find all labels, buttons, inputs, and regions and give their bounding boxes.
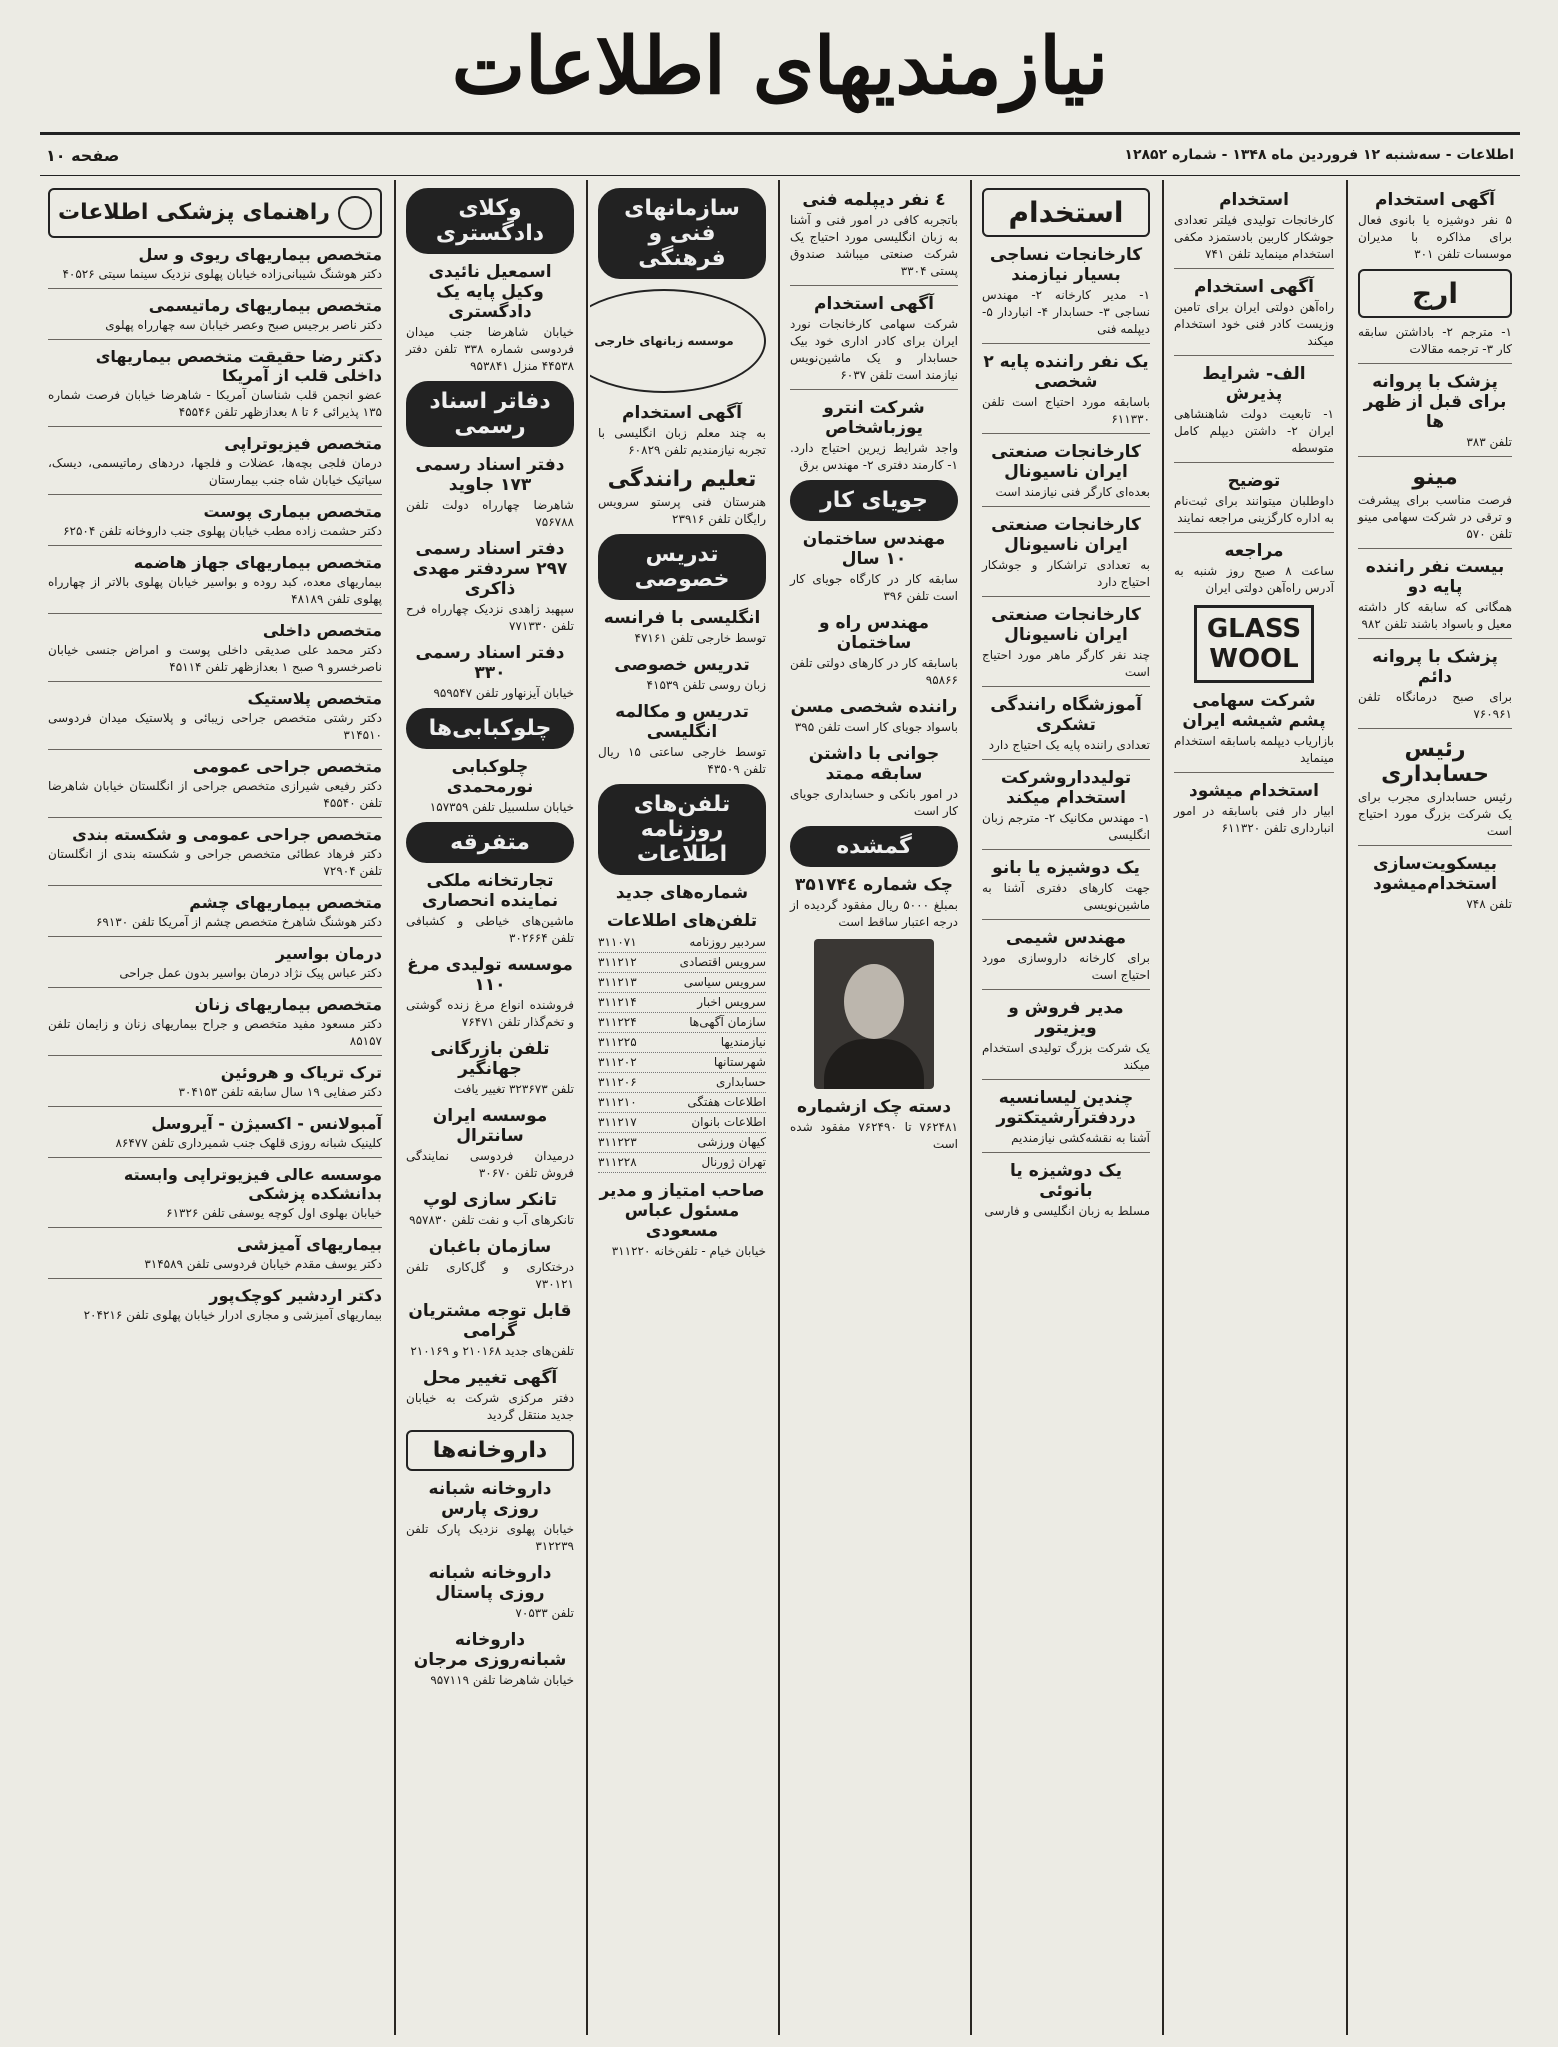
tutor-title: انگلیسی با فرانسه — [603, 608, 761, 628]
column-rule — [1162, 180, 1164, 2035]
jobseek-title: مهندس ساختمان ۱۰ سال — [802, 529, 946, 569]
doctor-info: عضو انجمن قلب شناسان آمریکا - شاهرضا خیابان فرصت شماره ۱۳۵ پذیرائی ۶ تا ۸ بعدازظهر تلفن ۴۵۵۴۶ — [48, 388, 382, 419]
hiring-info: آشنا به نقشه‌کشی نیازمندیم — [1011, 1131, 1150, 1145]
doctor-info: بیماریهای آمیزشی و مجاری ادرار خیابان پهلوی تلفن ۲۰۴۲۱۶ — [83, 1308, 382, 1322]
hiring-title: یک دوشیزه یا بانو — [992, 858, 1140, 878]
pharmacy-header: داروخانه‌ها — [406, 1430, 574, 1471]
pharmacy-title: داروخانه شبانه روزی پارس — [428, 1479, 552, 1519]
ad-info: ساعت ۸ صبح روز شنبه به آدرس راه‌آهن دولتی ایران — [1174, 564, 1334, 595]
ad-info: بازاریاب دیپلمه باسابقه استخدام مینماید — [1174, 734, 1334, 765]
doctor-info: دکتر رشتی متخصص جراحی زیبائی و پلاستیک میدان فردوسی ۳۱۴۵۱۰ — [48, 711, 382, 742]
pharmacy-info: خیابان شاهرضا تلفن ۹۵۷۱۱۹ — [430, 1673, 574, 1687]
misc-info: تانکرهای آب و نفت تلفن ۹۵۷۸۳۰ — [409, 1213, 574, 1227]
phone-table — [598, 933, 766, 1173]
misc-info: دفتر مرکزی شرکت به خیابان جدید منتقل گردید — [406, 1391, 574, 1422]
hiring-title: کارخانجات صنعتی ایران ناسیونال — [991, 442, 1141, 482]
ad-info: تلفن ۷۴۸ — [1466, 897, 1512, 911]
misc-info: درختکاری و گل‌کاری تلفن ۷۳۰۱۲۱ — [406, 1260, 574, 1291]
hiring-info: بعده‌ای کارگر فنی نیازمند است — [995, 485, 1150, 499]
masthead: نیازمندیهای اطلاعات — [451, 20, 1109, 112]
column-rule — [970, 180, 972, 2035]
ad-title: استخدام — [1219, 190, 1289, 210]
lost-title: دسته چک ازشماره — [796, 1097, 952, 1117]
column-rule — [394, 180, 396, 2035]
doctor-title: متخصص بیماری پوست — [203, 502, 382, 521]
hiring-info: جهت کارهای دفتری آشنا به ماشین‌نویسی — [982, 881, 1150, 912]
misc-title: آگهی تغییر محل — [422, 1368, 558, 1388]
notary-info: شاهرضا چهارراه دولت تلفن ۷۵۶۷۸۸ — [406, 498, 574, 529]
notary-info: خیابان آیزنهاور تلفن ۹۵۹۵۴۷ — [433, 686, 574, 700]
doctor-title: بیماریهای آمیزشی — [236, 1235, 382, 1254]
misc-title: تجارتخانه ملکی نماینده انحصاری — [421, 871, 559, 911]
hiring-title: کارخانجات صنعتی ایران ناسیونال — [991, 515, 1141, 555]
jobseek-info: سابقه کار در کارگاه جویای کار است تلفن ۳۹۶ — [790, 572, 958, 603]
doctor-title: موسسه عالی فیزیوتراپی وابسته بدانشکده پزشکی — [123, 1165, 382, 1203]
phone-row: سازمان آگهی‌ها ۳۱۱۲۲۴ — [598, 1013, 766, 1033]
kebab-header: چلوکبابی‌ها — [406, 708, 574, 749]
pharmacy-title: داروخانه شبانه روزی پاستال — [428, 1563, 552, 1603]
phone-row: سرویس اخبار ۳۱۱۲۱۴ — [598, 993, 766, 1013]
ad-info: برای صبح درمانگاه تلفن ۷۶۰۹۶۱ — [1358, 690, 1512, 721]
ad-title: ٤ نفر دیپلمه فنی — [802, 190, 946, 210]
hiring-title: یک نفر راننده پایه ۲ شخصی — [983, 352, 1149, 392]
jobseek-title: مهندس راه و ساختمان — [818, 613, 930, 653]
arj-logo: ارج — [1358, 269, 1512, 318]
tech-info: هنرستان فنی پرستو سرویس رایگان تلفن ۲۳۹۱۶ — [598, 495, 766, 526]
jobseek-info: باسابقه کار در کارهای دولتی تلفن ۹۵۸۶۶ — [790, 656, 958, 687]
kebab-title: چلوکبابی نورمحمدی — [446, 757, 534, 797]
doctor-info: دکتر عباس پیک نژاد درمان بواسیر بدون عمل جراحی — [119, 966, 382, 980]
doctor-title: متخصص پلاستیک — [247, 689, 382, 708]
misc-info: فروشنده انواع مرغ زنده گوشتی و تخم‌گذار تلفن ۷۶۴۷۱ — [406, 998, 574, 1029]
phones-header: تلفن‌های روزنامه اطلاعات — [598, 784, 766, 875]
services-column — [398, 180, 582, 2035]
doctor-title: دکتر رضا حقیقت متخصص بیماریهای داخلی قلب از آمریکا — [95, 347, 382, 385]
hiring-info: باسابقه مورد احتیاج است تلفن ۶۱۱۳۳۰ — [982, 395, 1150, 426]
doctor-title: متخصص بیماریهای ریوی و سل — [138, 245, 382, 264]
column-rule — [778, 180, 780, 2035]
ad-title: آگهی استخدام — [1375, 190, 1495, 210]
hiring-title: یک دوشیزه یا بانوئی — [1010, 1161, 1122, 1201]
ad-title: آگهی استخدام — [814, 294, 934, 314]
ad-title: استخدام میشود — [1189, 781, 1319, 801]
ad-info: ۵ نفر دوشیزه یا بانوی فعال برای مذاکره با مدیران موسسات تلفن ۳۰۱ — [1358, 213, 1512, 261]
lost-title: چک شماره ۳۵۱۷۴٤ — [794, 875, 954, 895]
ad-info: داوطلبان میتوانند برای ثبت‌نام به اداره کارگزینی مراجعه نمایند — [1174, 494, 1334, 525]
phone-row: سرویس اقتصادی ۳۱۱۲۱۲ — [598, 953, 766, 973]
hiring-info: ۱- مهندس مکانیک ۲- مترجم زبان انگلیسی — [982, 811, 1150, 842]
hiring-title: کارخانجات نساجی بسیار نیازمند — [989, 245, 1143, 285]
ad-info: راه‌آهن دولتی ایران برای تامین وزیست کادر فنی خود استخدام میکند — [1174, 300, 1334, 348]
notary-title: دفتر اسناد رسمی ۱۷۳ جاوید — [415, 455, 565, 495]
doctor-info: درمان فلجی بچه‌ها، عضلات و فلجها، دردهای رماتیسمی، دیسک، سیاتیک خیابان شاه جنب بیمارستان — [48, 456, 382, 487]
ad-title: رئیس حسابداری — [1381, 737, 1489, 787]
ad-info: باتجربه کافی در امور فنی و آشنا به زبان انگلیسی مورد احتیاج یک شرکت صنعتی میباشد صندوق پستی ۳۳۰۴ — [790, 213, 958, 278]
phone-row: حسابداری ۳۱۱۲۰۶ — [598, 1073, 766, 1093]
doctor-info: بیماریهای معده، کبد روده و بواسیر خیابان پهلوی بالاتر از چهارراه پهلوی تلفن ۴۸۱۸۹ — [48, 575, 382, 606]
misc-info: ماشین‌های خیاطی و کشبافی تلفن ۳۰۲۶۶۴ — [406, 914, 574, 945]
tech-title: آگهی استخدام — [622, 403, 742, 423]
medical-guide-column — [40, 180, 390, 2035]
hiring-title: تولیدداروشرکت استخدام میکند — [1000, 768, 1132, 808]
ad-info: ۱- تابعیت دولت شاهنشاهی ایران ۲- داشتن دیپلم کامل متوسطه — [1174, 407, 1334, 455]
tutor-info: توسط خارجی ساعتی ۱۵ ریال تلفن ۴۳۵۰۹ — [598, 745, 766, 776]
jobs-column — [782, 180, 966, 2035]
doctor-title: متخصص جراحی عمومی — [192, 757, 382, 776]
railway-column — [1166, 180, 1342, 2035]
hiring-title: کارخانجات صنعتی ایران ناسیونال — [991, 605, 1141, 645]
doctor-info: دکتر مسعود مفید متخصص و جراح بیماریهای زنان و زایمان تلفن ۸۵۱۵۷ — [48, 1017, 382, 1048]
tutor-info: توسط خارجی تلفن ۴۷۱۶۱ — [634, 631, 766, 645]
ad-title: بیسکویت‌سازی استخدام‌میشود — [1372, 854, 1497, 894]
hiring-title: مهندس شیمی — [1005, 928, 1127, 948]
tech-title: تعلیم رانندگی — [607, 467, 757, 492]
pharmacy-info: خیابان پهلوی نزدیک پارک تلفن ۳۱۲۲۳۹ — [406, 1522, 574, 1553]
hiring-title: چندین لیسانسیه دردفترآرشیتکتور — [996, 1088, 1136, 1128]
ad-info: همگانی که سابقه کار داشته معیل و باسواد باشند تلفن ۹۸۲ — [1358, 600, 1512, 631]
lawyer-title: اسمعیل نائیدی وکیل پایه یک دادگستری — [428, 262, 552, 322]
doctor-title: متخصص داخلی — [262, 621, 382, 640]
ad-info: رئیس حسابداری مجرب برای یک شرکت بزرگ مورد احتیاج است — [1358, 790, 1512, 838]
misc-info: تلفن ۳۲۳۶۷۳ تغییر یافت — [453, 1082, 574, 1096]
hiring-title: آموزشگاه رانندگی تشکری — [990, 695, 1142, 735]
ad-info: فرصت مناسب برای پیشرفت و ترقی در شرکت سهامی مینو تلفن ۵۷۰ — [1358, 493, 1512, 541]
medical-guide-header: راهنمای پزشکی اطلاعات — [48, 188, 382, 238]
lost-header: گمشده — [790, 826, 958, 867]
misc-info: درمیدان فردوسی نمایندگی فروش تلفن ۳۰۶۷۰ — [406, 1149, 574, 1180]
phone-row: اطلاعات هفتگی ۳۱۱۲۱۰ — [598, 1093, 766, 1113]
publisher-title: صاحب امتیاز و مدیر مسئول عباس مسعودی — [599, 1181, 765, 1241]
doctor-title: متخصص بیماریهای چشم — [189, 893, 382, 912]
misc-title: موسسه تولیدی مرغ ۱۱۰ — [407, 955, 573, 995]
issue-date: اطلاعات - سه‌شنبه ۱۲ فروردین ماه ۱۳۴۸ - شماره ۱۲۸۵۲ — [1124, 147, 1514, 163]
phone-row: سرویس سیاسی ۳۱۱۲۱۳ — [598, 973, 766, 993]
notary-title: دفتر اسناد رسمی ۲۹۷ سردفتر مهدی ذاکری — [412, 539, 568, 599]
hiring-info: مسلط به زبان انگلیسی و فارسی — [984, 1204, 1150, 1218]
doctor-title: متخصص جراحی عمومی و شکسته بندی — [72, 825, 382, 844]
hiring-info: تعدادی راننده پایه یک احتیاج دارد — [988, 738, 1150, 752]
ad-info: کارخانجات تولیدی فیلتر تعدادی جوشکار کاربین بادستمزد مکفی استخدام مینماید تلفن ۷۴۱ — [1174, 213, 1334, 261]
jobseek-title: جوانی با داشتن سابقه ممتد — [808, 744, 940, 784]
misc-title: سازمان باغبان — [428, 1237, 552, 1257]
ad-title: مراجعه — [1224, 541, 1284, 561]
column-rule — [1346, 180, 1348, 2035]
doctor-title: ترک تریاک و هروئین — [220, 1063, 382, 1082]
phone-row: اطلاعات بانوان ۳۱۱۲۱۷ — [598, 1113, 766, 1133]
doctor-info: دکتر هوشنگ شاهرخ متخصص چشم از آمریکا تلفن ۶۹۱۳۰ — [95, 915, 382, 929]
hiring-title: مدیر فروش و ویزیتور — [1008, 998, 1124, 1038]
medical-list — [48, 245, 382, 1324]
doctor-info: خیابان بهلوی اول کوچه یوسفی تلفن ۶۱۳۲۶ — [166, 1206, 382, 1220]
doctor-info: دکتر هوشنگ شیبانی‌زاده خیابان پهلوی نزدیک سینما سیتی ۴۰۵۲۶ — [62, 267, 382, 281]
hiring-info: برای کارخانه داروسازی مورد احتیاج است — [982, 951, 1150, 982]
ad-info: شرکت سهامی کارخانجات نورد ایران برای کادر اداری خود بیک حسابدار و یک ماشین‌نویس نیازمند است تلفن ۶۰۳۷ — [790, 317, 958, 382]
caduceus-icon — [338, 196, 372, 230]
misc-title: تلفن بازرگانی جهانگیر — [430, 1039, 550, 1079]
hiring-info: چند نفر کارگر ماهر مورد احتیاج است — [982, 648, 1150, 679]
doctor-info: دکتر حشمت زاده مطب خیابان پهلوی جنب داروخانه تلفن ۶۲۵۰۴ — [63, 524, 382, 538]
doctor-info: کلینیک شبانه روزی قلهک جنب شمیرداری تلفن ۸۶۴۷۷ — [115, 1136, 382, 1150]
hiring-info: به تعدادی تراشکار و جوشکار احتیاج دارد — [982, 558, 1150, 589]
notary-info: سپهبد زاهدی نزدیک چهارراه فرح تلفن ۷۷۱۳۳۰ — [406, 602, 574, 633]
misc-title: تانکر سازی لوپ — [422, 1190, 558, 1210]
lost-info: بمبلغ ۵۰۰۰ ریال مفقود گردیده از درجه اعتبار ساقط است — [790, 898, 958, 929]
portrait-photo — [814, 939, 934, 1089]
notary-title: دفتر اسناد رسمی ۳۳۰ — [415, 643, 565, 683]
ads-column — [1350, 180, 1520, 2035]
tutor-title: تدریس و مکالمه انگلیسی — [615, 702, 749, 742]
tutor-title: تدریس خصوصی — [614, 655, 750, 675]
doctor-info: دکتر صفایی ۱۹ سال سابقه تلفن ۳۰۴۱۵۳ — [178, 1085, 382, 1099]
hiring-info: ۱- مدیر کارخانه ۲- مهندس نساجی ۳- حسابدار ۴- انباردار ۵- دیپلمه فنی — [982, 288, 1150, 336]
doctor-title: درمان بواسیر — [275, 944, 382, 963]
lawyers-header: وکلای دادگستری — [406, 188, 574, 254]
misc-header: متفرقه — [406, 822, 574, 863]
tech-info: به چند معلم زبان انگلیسی با تجربه نیازمندیم تلفن ۶۰۸۲۹ — [598, 426, 766, 457]
doctor-title: متخصص بیماریهای زنان — [194, 995, 382, 1014]
ad-info: ۱- مترجم ۲- باداشتن سابقه کار ۳- ترجمه مقالات — [1358, 325, 1512, 356]
tutor-header: تدریس خصوصی — [598, 534, 766, 600]
ad-title: الف- شرایط پذیرش — [1202, 364, 1306, 404]
phones-title: تلفن‌های اطلاعات — [606, 911, 758, 931]
phone-row: کیهان ورزشی ۳۱۱۲۲۳ — [598, 1133, 766, 1153]
ad-title: آگهی استخدام — [1194, 277, 1314, 297]
lost-info: ۷۶۲۴۸۱ تا ۷۶۲۴۹۰ مفقود شده است — [790, 1120, 958, 1151]
doctor-info: دکتر رفیعی شیرازی متخصص جراحی از انگلستان خیابان شاهرضا تلفن ۴۵۵۴۰ — [48, 779, 382, 810]
tutor-info: زبان روسی تلفن ۴۱۵۳۹ — [646, 678, 766, 692]
doctor-info: دکتر یوسف مقدم خیابان فردوسی تلفن ۳۱۴۵۸۹ — [144, 1257, 382, 1271]
ad-title: بیست نفر راننده پایه دو — [1365, 557, 1505, 597]
doctor-title: آمبولانس - اکسیژن - آیروسل — [151, 1114, 382, 1133]
ad-info: ابیار دار فنی باسابقه در امور انبارداری تلفن ۶۱۱۳۲۰ — [1174, 804, 1334, 835]
phone-row: نیازمندیها ۳۱۱۲۲۵ — [598, 1033, 766, 1053]
ad-title: شرکت سهامی پشم شیشه ایران — [1182, 691, 1326, 731]
glass-wool-logo: GLASS WOOL — [1194, 605, 1314, 683]
pharmacy-title: داروخانه شبانه‌روزی مرجان — [413, 1630, 567, 1670]
ad-info: تلفن ۳۸۳ — [1466, 435, 1512, 449]
phones-note: شماره‌های جدید — [615, 883, 749, 903]
doctor-title: دکتر اردشیر کوچک‌پور — [209, 1286, 382, 1305]
publisher-info: خیابان خیام - تلفن‌خانه ۳۱۱۲۲۰ — [611, 1244, 766, 1258]
hiring-info: یک شرکت بزرگ تولیدی استخدام میکند — [982, 1041, 1150, 1072]
ad-title: مینو — [1412, 465, 1458, 490]
tech-column — [590, 180, 774, 2035]
kebab-info: خیابان سلسبیل تلفن ۱۵۷۳۵۹ — [429, 800, 574, 814]
jobseek-info: باسواد جویای کار است تلفن ۳۹۵ — [794, 720, 958, 734]
jobseek-header: جویای کار — [790, 480, 958, 521]
pharmacy-info: تلفن ۷۰۵۳۳ — [515, 1606, 574, 1620]
ad-title: پزشک با پروانه برای قبل از ظهر ها — [1363, 372, 1507, 432]
lawyer-info: خیابان شاهرضا جنب میدان فردوسی شماره ۳۳۸ تلفن دفتر ۴۴۵۳۸ منزل ۹۵۳۸۴۱ — [406, 325, 574, 373]
doctor-title: متخصص بیماریهای جهاز هاضمه — [133, 553, 382, 572]
issue-bar — [40, 132, 1520, 176]
notary-header: دفاتر اسناد رسمی — [406, 381, 574, 447]
phone-row: شهرستانها ۳۱۱۲۰۲ — [598, 1053, 766, 1073]
hiring-column — [974, 180, 1158, 2035]
doctor-info: دکتر ناصر برجیس صبح وعصر خیابان سه چهارراه پهلوی — [105, 318, 382, 332]
tech-header: سازمانهای فنی و فرهنگی — [598, 188, 766, 279]
doctor-title: متخصص بیماریهای رماتیسمی — [148, 296, 382, 315]
misc-title: قابل توجه مشتریان گرامی — [408, 1301, 572, 1341]
jobseek-title: راننده شخصی مسن — [790, 697, 958, 717]
hiring-header: استخدام — [982, 188, 1150, 237]
ad-title: شرکت انترو یوزباشخاص — [823, 398, 925, 438]
misc-info: تلفن‌های جدید ۲۱۰۱۶۸ و ۲۱۰۱۶۹ — [410, 1344, 574, 1358]
ad-info: واجد شرایط زیرین احتیاج دارد. ۱- کارمند دفتری ۲- مهندس برق — [790, 441, 958, 472]
misc-title: موسسه ایران سانترال — [432, 1106, 548, 1146]
doctor-title: متخصص فیزیوتراپی — [224, 434, 382, 453]
jobseek-info: در امور بانکی و حسابداری جویای کار است — [790, 787, 958, 818]
ad-title: پزشک با پروانه دائم — [1372, 647, 1498, 687]
phone-row: سردبیر روزنامه ۳۱۱۰۷۱ — [598, 933, 766, 953]
ad-title: توضیح — [1227, 471, 1281, 491]
phone-row: تهران ژورنال ۳۱۱۲۲۸ — [598, 1153, 766, 1173]
doctor-info: دکتر فرهاد عطائی متخصص جراحی و شکسته بندی از انگلستان تلفن ۷۲۹۰۴ — [48, 847, 382, 878]
column-rule — [586, 180, 588, 2035]
doctor-info: دکتر محمد علی صدیقی داخلی پوست و امراض جنسی خیابان ناصرخسرو ۹ صبح ۱ بعدازظهر تلفن ۴۵۱۱۴ — [48, 643, 382, 674]
page-number: صفحه ۱۰ — [46, 145, 120, 165]
language-institute-emblem: موسسه زبانهای خارجی — [590, 289, 766, 393]
